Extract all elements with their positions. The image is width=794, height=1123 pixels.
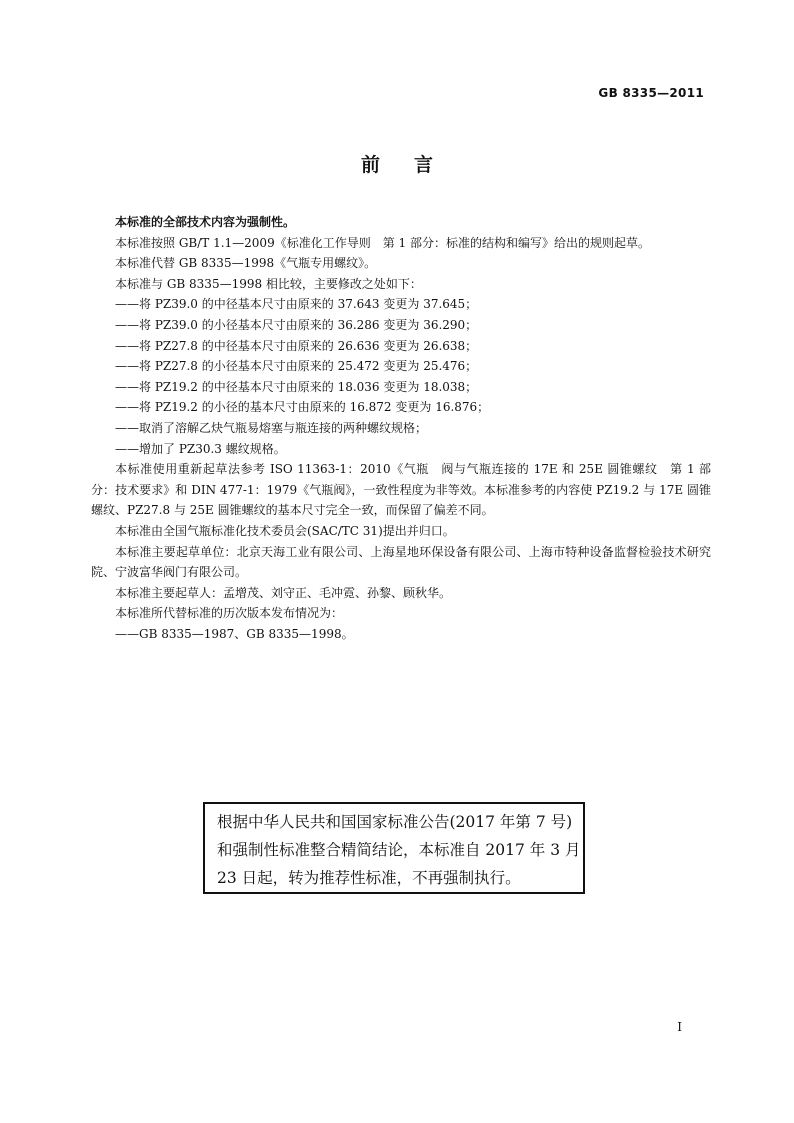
page-number: I — [677, 1020, 682, 1034]
drafters-paragraph: 本标准主要起草人：孟增茂、刘守正、毛冲霓、孙黎、顾秋华。 — [115, 585, 452, 600]
change-item: ——取消了溶解乙炔气瓶易熔塞与瓶连接的两种螺纹规格； — [115, 420, 428, 435]
change-item: ——将 PZ39.0 的中径基本尺寸由原来的 37.643 变更为 37.645； — [115, 297, 478, 312]
change-item: ——增加了 PZ30.3 螺纹规格。 — [115, 441, 286, 456]
change-item: ——将 PZ19.2 的中径基本尺寸由原来的 18.036 变更为 18.038； — [115, 379, 478, 394]
foreword-body — [91, 212, 711, 644]
changes-intro-paragraph: 本标准与 GB 8335—1998 相比较，主要修改之处如下： — [115, 276, 422, 291]
drafting-rules-paragraph: 本标准按照 GB/T 1.1—2009《标准化工作导则 第 1 部分：标准的结构和编写》给出的规则起草。 — [115, 235, 650, 250]
proposer-paragraph: 本标准由全国气瓶标准化技术委员会(SAC/TC 31)提出并归口。 — [115, 523, 455, 538]
page-title: 前言 — [360, 154, 467, 176]
change-item: ——将 PZ27.8 的中径基本尺寸由原来的 26.636 变更为 26.638； — [115, 338, 478, 353]
replaces-paragraph: 本标准代替 GB 8335—1998《气瓶专用螺纹》。 — [115, 256, 377, 271]
history-item: ——GB 8335—1987、GB 8335—1998。 — [115, 626, 354, 641]
standard-code: GB 8335—2011 — [598, 86, 704, 100]
drafting-units-paragraph: 本标准主要起草单位：北京天海工业有限公司、上海星地环保设备有限公司、上海市特种设备监督检验技术研究院、宁波富华阀门有限公司。 — [91, 544, 711, 580]
notice-box: 根据中华人民共和国国家标准公告(2017 年第 7 号)和强制性标准整合精简结论，本标准自 2017 年 3 月 23 日起，转为推荐性标准，不再强制执行。 — [203, 802, 585, 894]
change-item: ——将 PZ19.2 的小径的基本尺寸由原来的 16.872 变更为 16.876； — [115, 400, 490, 415]
change-item: ——将 PZ39.0 的小径基本尺寸由原来的 36.286 变更为 36.290； — [115, 317, 478, 332]
mandatory-statement: 本标准的全部技术内容为强制性。 — [115, 215, 296, 229]
change-item: ——将 PZ27.8 的小径基本尺寸由原来的 25.472 变更为 25.476； — [115, 359, 478, 374]
history-intro-paragraph: 本标准所代替标准的历次版本发布情况为： — [115, 606, 344, 621]
reference-paragraph: 本标准使用重新起草法参考 ISO 11363-1：2010《气瓶 阀与气瓶连接的 17E 和 25E 圆锥螺纹 第 1 部分：技术要求》和 DIN 477-1：1979《气瓶阀》，一致性程度为非等效。本标准参考的内容使 PZ19.2 与 17E 圆锥螺纹、PZ27.8 与 25E 圆锥螺纹的基本尺寸完全一致，而保留了偏差不同。 — [91, 462, 711, 518]
